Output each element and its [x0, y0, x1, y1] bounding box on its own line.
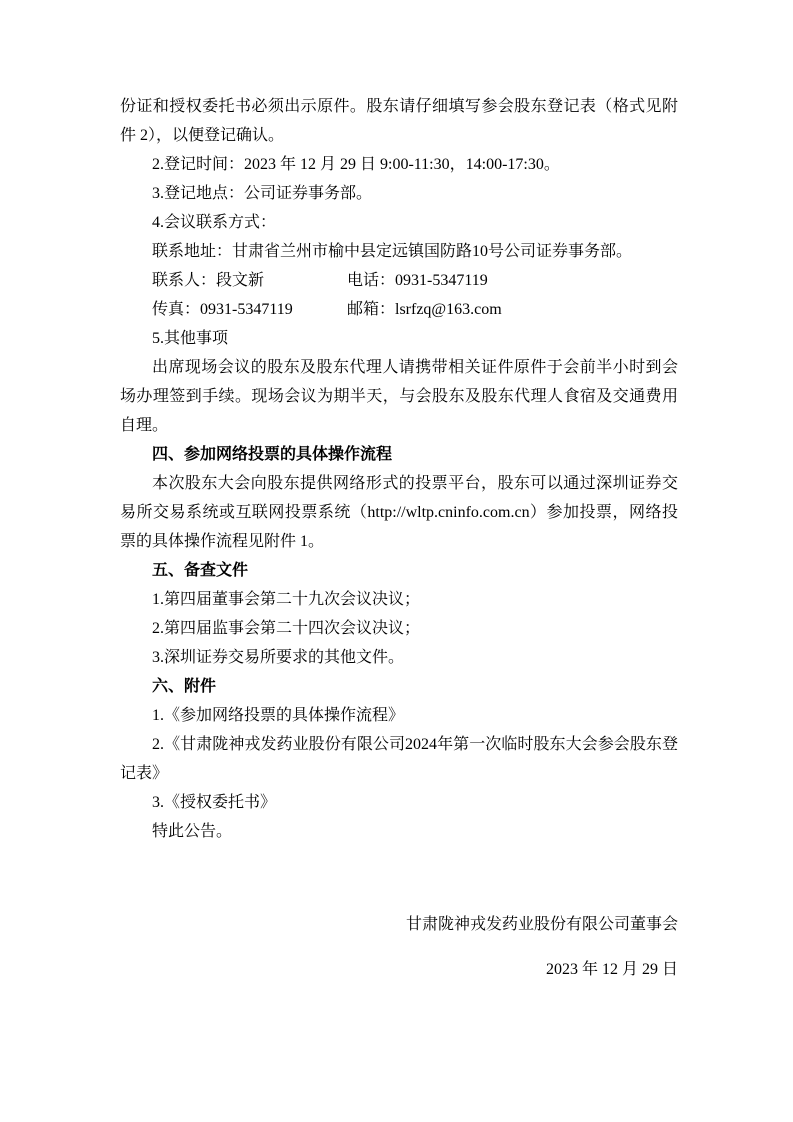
- registration-time-line: 2.登记时间：2023 年 12 月 29 日 9:00-11:30，14:00-17:30。: [152, 156, 560, 173]
- section5-heading: 五、备查文件: [152, 562, 249, 579]
- section5-item-3: 3.深圳证券交易所要求的其他文件。: [152, 649, 405, 666]
- section4-paragraph: 本次股东大会向股东提供网络形式的投票平台，股东可以通过深圳证券交易所交易系统或互联网投票系统（http://wltp.cninfo.com.cn）参加投票，网络投票的具体操作流程见附件 1。: [120, 475, 678, 550]
- section5-item-1: 1.第四届董事会第二十九次会议决议；: [152, 591, 421, 608]
- contact-fax: 传真：0931-5347119: [152, 301, 293, 318]
- contact-method-title-line: 4.会议联系方式：: [152, 214, 277, 231]
- contact-person-phone-row: [120, 266, 678, 295]
- signature-date: 2023 年 12 月 29 日: [545, 961, 678, 978]
- section6-heading: 六、附件: [152, 678, 217, 695]
- contact-phone: 电话：0931-5347119: [347, 272, 488, 289]
- signature-company: 甘肃陇神戎发药业股份有限公司董事会: [405, 916, 678, 933]
- paragraph-continuation: 份证和授权委托书必须出示原件。股东请仔细填写参会股东登记表（格式见附件 2），以便登记确认。: [120, 98, 678, 144]
- other-matters-paragraph: 出席现场会议的股东及股东代理人请携带相关证件原件于会前半小时到会场办理签到手续。现场会议为期半天，与会股东及股东代理人食宿及交通费用自理。: [120, 359, 678, 434]
- section4-heading: 四、参加网络投票的具体操作流程: [152, 446, 393, 463]
- contact-email: 邮箱：lsrfzq@163.com: [347, 301, 502, 318]
- contact-address-line: 联系地址：甘肃省兰州市榆中县定远镇国防路10号公司证券事务部。: [152, 243, 633, 260]
- section6-item-3: 3.《授权委托书》: [152, 794, 277, 811]
- contact-fax-email-row: [120, 295, 678, 324]
- section5-item-2: 2.第四届监事会第二十四次会议决议；: [152, 620, 421, 637]
- section6-item-1: 1.《参加网络投票的具体操作流程》: [152, 707, 405, 724]
- document-content: [120, 92, 678, 1000]
- closing-line: 特此公告。: [152, 823, 233, 840]
- signature-block: [120, 910, 678, 984]
- other-matters-title-line: 5.其他事项: [152, 330, 229, 347]
- registration-place-line: 3.登记地点：公司证券事务部。: [152, 185, 373, 202]
- contact-person: 联系人：段文新: [152, 272, 265, 289]
- section6-item-2: 2.《甘肃陇神戎发药业股份有限公司2024年第一次临时股东大会参会股东登记表》: [120, 736, 678, 782]
